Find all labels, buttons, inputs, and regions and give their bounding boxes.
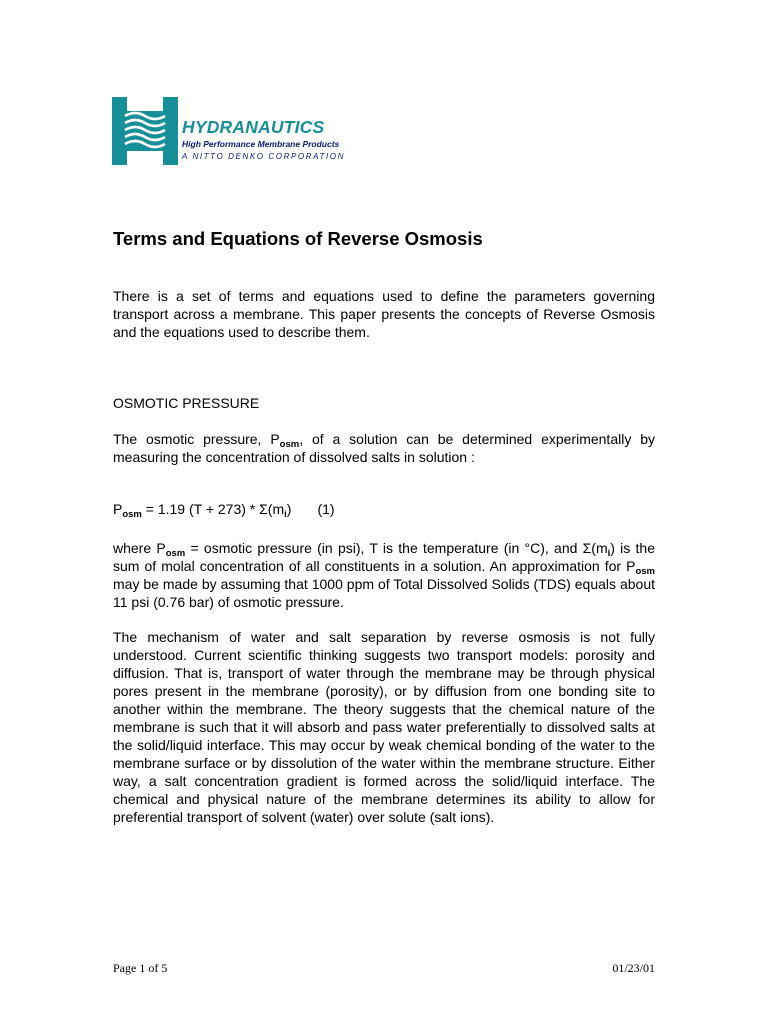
logo-tagline: High Performance Membrane Products [182,139,340,149]
where-paragraph [113,539,655,611]
document-title: Terms and Equations of Reverse Osmosis [113,228,483,249]
section-heading-osmotic-pressure: OSMOTIC PRESSURE [113,395,260,411]
text-run: where P [113,540,166,556]
text-run: ) is the sum of molal concentration of all constituents in a solution. An approximation for P [113,540,655,574]
logo-corporation: A NITTO DENKO CORPORATION [182,152,345,161]
subscript-osm: osm [279,439,300,450]
text-run: , of a solution can be determined experimentally by measuring the concentration of dissolved salts in solution : [113,431,655,465]
hydranautics-h-mark-icon [112,97,178,165]
equation-1 [113,501,335,520]
equation-rhs-close: ) [286,501,292,517]
equation-lhs: P [113,501,123,517]
subscript-osm: osm [635,566,655,577]
osmotic-pressure-paragraph [113,430,655,466]
subscript-osm: osm [122,509,142,520]
text-run: = osmotic pressure (in psi), T is the temperature (in °C), and Σ(m [185,540,608,556]
page-number: Page 1 of 5 [113,961,168,975]
equation-number: (1) [317,501,335,517]
text-run: The osmotic pressure, P [113,431,280,447]
mechanism-paragraph: The mechanism of water and salt separation by reverse osmosis is not fully understood. Current scientific thinking suggests two transport models: porosity and diffusion. That is, transport of water through the membrane may be through physical pores present in the membrane (porosity), or by diffusion from one bonding site to another within the membrane. The theory suggests that the chemical nature of the membrane is such that it will absorb and pass water preferentially to dissolved salts at the solid/liquid interface. This may occur by weak chemical bonding of the water to the membrane surface or by dissolution of the water within the membrane structure. Either way, a salt concentration gradient is formed across the solid/liquid interface. The chemical and physical nature of the membrane determines its ability to allow for preferential transport of solvent (water) over solute (salt ions). [113,629,655,825]
subscript-osm: osm [165,548,186,559]
equation-rhs: = 1.19 (T + 273) * Σ(m [141,501,285,517]
text-run: may be made by assuming that 1000 ppm of Total Dissolved Solids (TDS) equals about 11 psi (0.76 bar) of osmotic pressure. [113,576,655,610]
subscript-i: i [607,548,611,559]
document-date: 01/23/01 [612,961,655,975]
intro-paragraph: There is a set of terms and equations used to define the parameters governing transport across a membrane. This paper presents the concepts of Reverse Osmosis and the equations used to describe them. [113,288,655,340]
logo-company-name: HYDRANAUTICS [182,117,325,137]
company-logo [112,97,345,165]
subscript-i: i [284,509,287,520]
